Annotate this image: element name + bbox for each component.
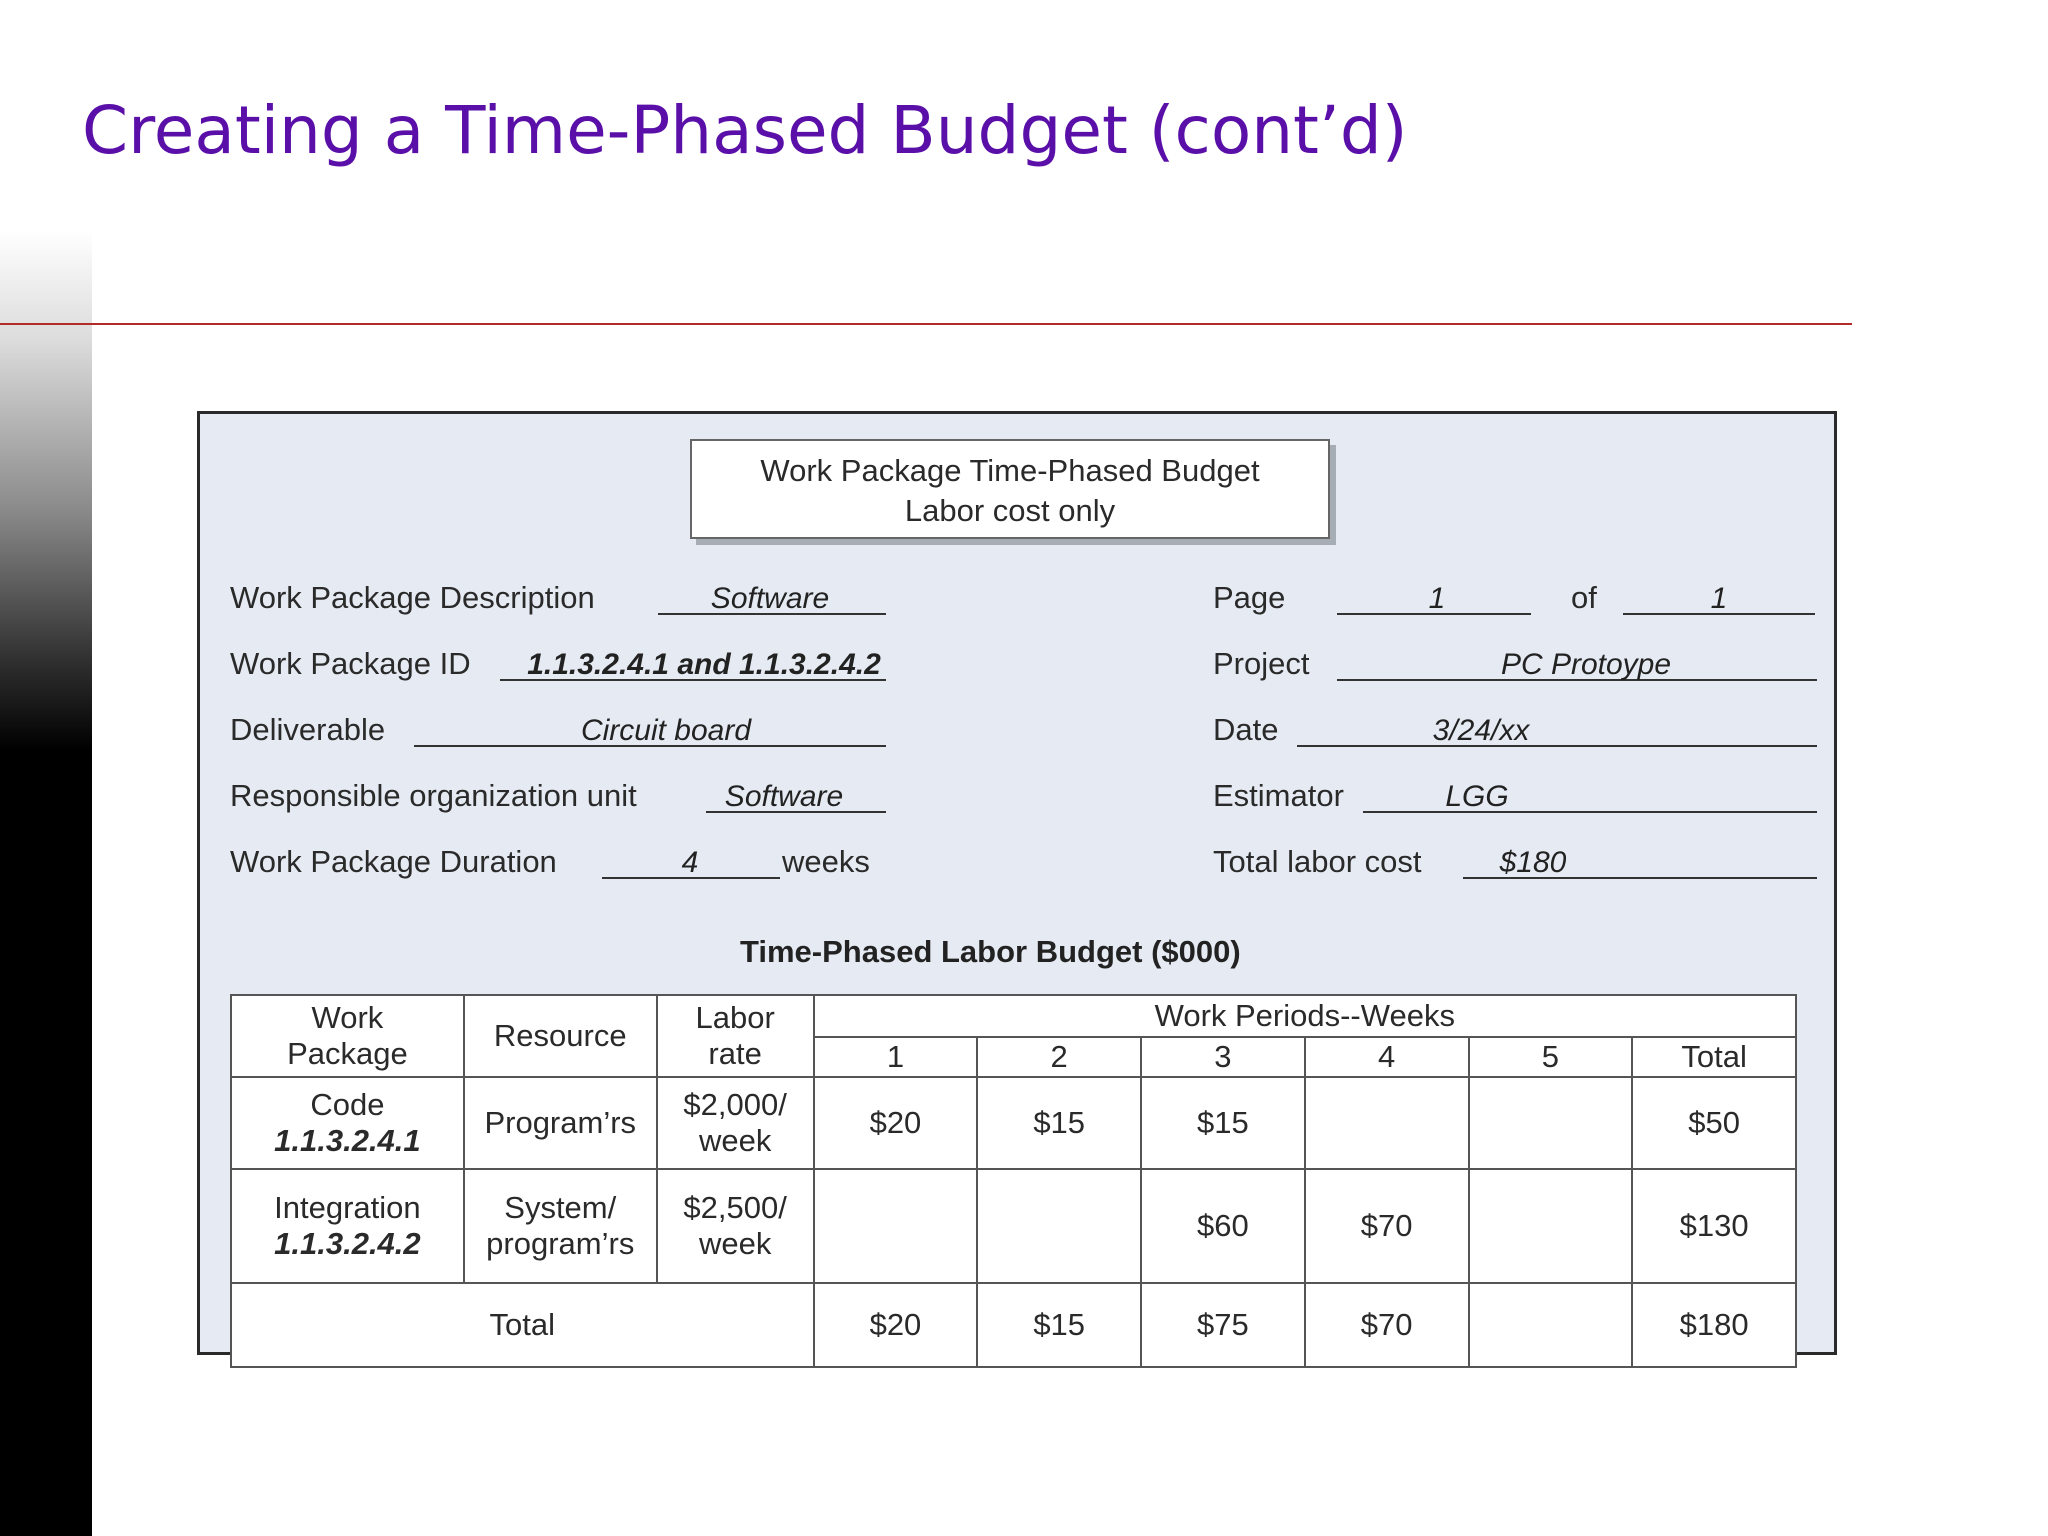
deliverable-value: Circuit board <box>580 714 752 747</box>
header-week-1: 1 <box>814 1037 978 1077</box>
row-week-3: $60 <box>1141 1169 1305 1283</box>
field-id <box>230 644 900 688</box>
row-rate-line2: week <box>698 1123 772 1158</box>
row-week-1: $20 <box>814 1077 978 1169</box>
row-resource-line2: program’rs <box>486 1226 635 1261</box>
field-total-cost <box>1213 842 1813 886</box>
form-title-line1: Work Package Time-Phased Budget <box>760 453 1260 488</box>
header-total: Total <box>1632 1037 1796 1077</box>
row-week-5 <box>1469 1077 1633 1169</box>
row-work-package <box>231 1169 464 1283</box>
form-title-box <box>690 439 1330 539</box>
deliverable-label: Deliverable <box>230 712 386 747</box>
row-rate <box>657 1169 814 1283</box>
row-week-2: $15 <box>977 1077 1141 1169</box>
field-page <box>1213 578 1813 622</box>
row-week-2 <box>977 1169 1141 1283</box>
date-value: 3/24/xx <box>1432 714 1530 747</box>
totals-week-2: $15 <box>977 1283 1141 1367</box>
project-label: Project <box>1213 646 1310 681</box>
header-work-package-line2: Package <box>287 1036 408 1071</box>
header-resource: Resource <box>464 995 657 1077</box>
header-week-5: 5 <box>1469 1037 1633 1077</box>
row-week-3: $15 <box>1141 1077 1305 1169</box>
row-rate <box>657 1077 814 1169</box>
row-package-id: 1.1.3.2.4.2 <box>274 1226 421 1261</box>
id-label: Work Package ID <box>230 646 471 681</box>
page-value: 1 <box>1428 582 1446 615</box>
row-resource-line1: Program’rs <box>484 1105 637 1140</box>
id-value: 1.1.3.2.4.1 and 1.1.3.2.4.2 <box>527 648 881 681</box>
slide-title: Creating a Time-Phased Budget (cont’d) <box>82 92 1408 169</box>
estimator-label: Estimator <box>1213 778 1344 813</box>
date-line <box>1297 709 1817 747</box>
row-week-1 <box>814 1169 978 1283</box>
totals-week-3: $75 <box>1141 1283 1305 1367</box>
title-divider <box>0 323 1852 325</box>
field-estimator <box>1213 776 1813 820</box>
row-resource-line1: System/ <box>504 1190 617 1225</box>
totals-week-4: $70 <box>1305 1283 1469 1367</box>
total-cost-label: Total labor cost <box>1213 844 1422 879</box>
row-resource <box>464 1169 657 1283</box>
field-org-unit <box>230 776 900 820</box>
estimator-line <box>1363 775 1817 813</box>
row-resource <box>464 1077 657 1169</box>
header-work-periods: Work Periods--Weeks <box>814 995 1796 1037</box>
row-rate-line1: $2,500/ <box>683 1190 787 1225</box>
form-title-line2: Labor cost only <box>904 493 1116 528</box>
row-week-4: $70 <box>1305 1169 1469 1283</box>
totals-grand-total: $180 <box>1632 1283 1796 1367</box>
org-unit-label: Responsible organization unit <box>230 778 637 813</box>
budget-section-title: Time-Phased Labor Budget ($000) <box>740 934 1241 969</box>
header-week-4: 4 <box>1305 1037 1469 1077</box>
row-total: $50 <box>1632 1077 1796 1169</box>
row-week-4 <box>1305 1077 1469 1169</box>
of-value: 1 <box>1710 582 1728 615</box>
work-package-form <box>197 411 1837 1355</box>
row-work-package <box>231 1077 464 1169</box>
duration-value: 4 <box>681 846 699 879</box>
duration-unit: weeks <box>782 844 870 879</box>
row-package-id: 1.1.3.2.4.1 <box>274 1123 421 1158</box>
row-package-name: Integration <box>274 1190 421 1225</box>
description-label: Work Package Description <box>230 580 595 615</box>
row-package-name: Code <box>310 1087 385 1122</box>
totals-week-1: $20 <box>814 1283 978 1367</box>
page-label: Page <box>1213 580 1286 615</box>
header-week-3: 3 <box>1141 1037 1305 1077</box>
row-rate-line1: $2,000/ <box>683 1087 787 1122</box>
row-rate-line2: week <box>698 1226 772 1261</box>
row-week-5 <box>1469 1169 1633 1283</box>
field-deliverable <box>230 710 900 754</box>
duration-label: Work Package Duration <box>230 844 557 879</box>
total-cost-value: $180 <box>1499 846 1567 879</box>
field-duration <box>230 842 900 886</box>
header-week-2: 2 <box>977 1037 1141 1077</box>
table-row <box>231 1077 1796 1169</box>
field-date <box>1213 710 1813 754</box>
description-value: Software <box>710 582 830 615</box>
org-unit-value: Software <box>724 780 844 813</box>
totals-row <box>231 1283 1796 1367</box>
field-description <box>230 578 900 622</box>
date-label: Date <box>1213 712 1279 747</box>
side-gradient-bar <box>0 230 92 1536</box>
header-work-package-line1: Work <box>311 1000 384 1035</box>
totals-week-5 <box>1469 1283 1633 1367</box>
totals-label: Total <box>231 1283 814 1367</box>
table-row <box>231 1169 1796 1283</box>
header-row-1 <box>231 995 1796 1037</box>
header-work-package <box>231 995 464 1077</box>
of-label: of <box>1571 580 1597 615</box>
header-labor-rate-line1: Labor <box>695 1000 775 1035</box>
time-phased-budget-table <box>230 994 1797 1368</box>
field-project <box>1213 644 1813 688</box>
row-total: $130 <box>1632 1169 1796 1283</box>
header-labor-rate <box>657 995 814 1077</box>
header-labor-rate-line2: rate <box>708 1036 762 1071</box>
estimator-value: LGG <box>1445 780 1509 813</box>
project-value: PC Protoype <box>1500 648 1672 681</box>
